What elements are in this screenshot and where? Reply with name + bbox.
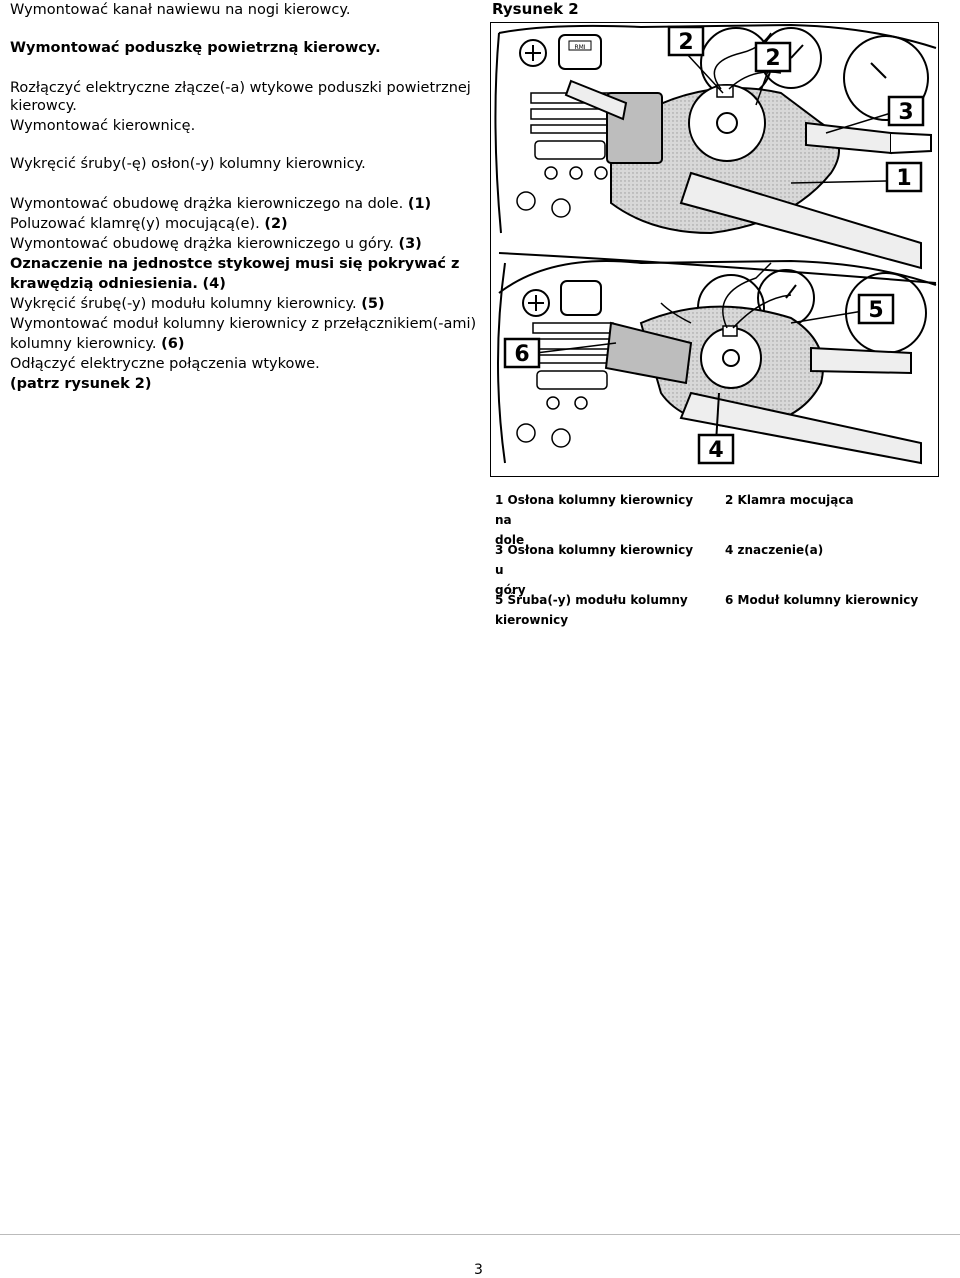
legend-item-4: 4 znaczenie(a) (725, 543, 824, 557)
legend-item-5: 5 Śruba(-y) modułu kolumny kierownicy (495, 593, 688, 627)
page-number: 3 (474, 1262, 483, 1278)
svg-text:4: 4 (708, 438, 724, 463)
step-remove-upper-shroud: Wymontować obudowę drążka kierowniczego u góry. (3) (10, 236, 422, 252)
step-remove-module: Wymontować moduł kolumny kierownicy z przełącznikiem(-ami) (10, 316, 477, 332)
svg-text:6: 6 (514, 342, 530, 367)
step-disconnect-airbag-connector-cont: kierowcy. (10, 98, 77, 114)
step-loosen-clip: Poluzować klamrę(y) mocującą(e). (2) (10, 216, 288, 232)
ref-2: (2) (264, 216, 288, 232)
steering-column-figure (490, 22, 939, 477)
step-disconnect-airbag-connector: Rozłączyć elektryczne złącze(-a) wtykowe poduszki powietrznej (10, 80, 471, 96)
footer-divider (0, 1234, 960, 1235)
legend-item-2: 2 Klamra mocująca (725, 493, 854, 507)
ref-4: (4) (202, 276, 226, 292)
callout-5 (859, 295, 893, 323)
legend-item-1: 1 Osłona kolumny kierownicy na dole (495, 493, 694, 547)
step-remove-airbag: Wymontować poduszkę powietrzną kierowcy. (10, 40, 381, 56)
svg-text:2: 2 (678, 30, 694, 55)
callout-6 (505, 339, 539, 367)
ref-3: (3) (398, 236, 422, 252)
figure-title: Rysunek 2 (492, 0, 579, 18)
see-figure-link[interactable]: (patrz rysunek 2) (10, 376, 152, 392)
top-panel (495, 25, 936, 283)
ref-1: (1) (407, 196, 432, 212)
ref-5: (5) (361, 296, 385, 312)
step-remove-module-cont: kolumny kierownicy. (6) (10, 336, 185, 352)
step-disconnect-connectors: Odłączyć elektryczne połączenia wtykowe. (10, 356, 320, 372)
callout-4 (699, 435, 733, 463)
svg-text:2: 2 (765, 46, 781, 71)
rmi-badge: RMI (574, 44, 586, 51)
note-alignment: Oznaczenie na jednostce stykowej musi się pokrywać z (10, 256, 460, 272)
legend-item-3: 3 Osłona kolumny kierownicy u góry (495, 543, 694, 597)
note-alignment-cont: krawędzią odniesienia. (4) (10, 276, 226, 292)
legend-item-6: 6 Moduł kolumny kierownicy (725, 593, 919, 607)
step-remove-steering-wheel: Wymontować kierownicę. (10, 118, 196, 134)
step-remove-footwell-duct: Wymontować kanał nawiewu na nogi kierowcy. (10, 2, 351, 18)
step-unscrew-module: Wykręcić śrubę(-y) modułu kolumny kierownicy. (5) (10, 296, 385, 312)
step-unscrew-column-cover: Wykręcić śruby(-ę) osłon(-y) kolumny kierownicy. (10, 156, 366, 172)
bottom-panel (498, 261, 936, 463)
callout-2a (669, 27, 703, 55)
callout-2b (756, 43, 790, 71)
ref-6: (6) (161, 336, 185, 352)
svg-text:1: 1 (896, 166, 912, 191)
step-remove-lower-shroud: Wymontować obudowę drążka kierowniczego na dole. (1) (10, 196, 432, 212)
callout-3 (889, 97, 923, 125)
svg-text:5: 5 (868, 298, 884, 323)
callout-1 (887, 163, 921, 191)
air-vent-icon (520, 40, 546, 66)
svg-text:3: 3 (898, 100, 914, 125)
